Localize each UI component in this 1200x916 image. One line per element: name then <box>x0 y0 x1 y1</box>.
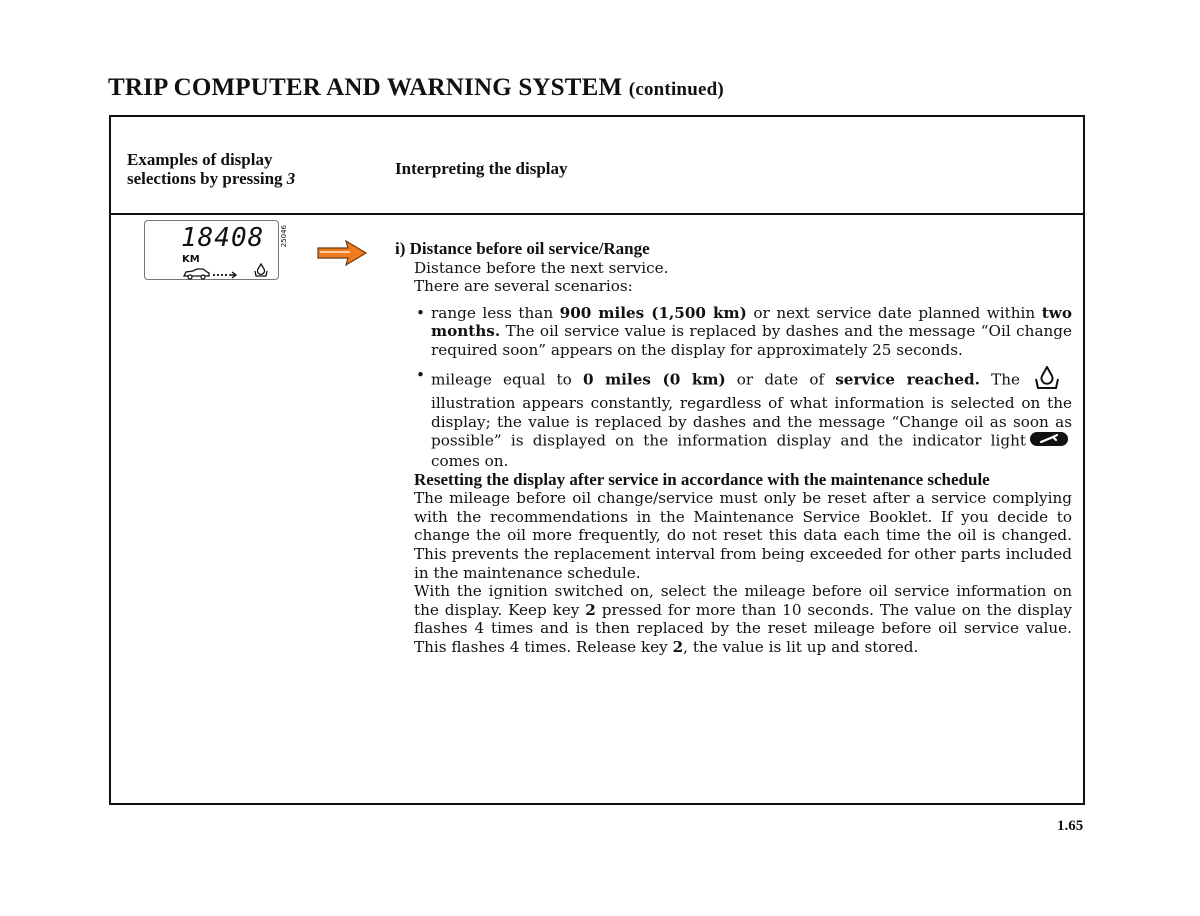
car-icon <box>183 265 239 284</box>
display-value: 18408 <box>181 223 265 253</box>
reset-p2-key2: 2 <box>672 637 684 656</box>
left-column-header <box>127 150 295 188</box>
bullet2-text-f: illustration appears constantly, regardless of what information is selected on the display; the value is replaced by dashes and the message “Change oil as soon as possible” is displayed on the information display and the indicator light <box>431 394 1072 450</box>
page-title-suffix: (continued) <box>628 79 724 100</box>
dotted-arrow-icon <box>213 272 236 278</box>
content-table <box>109 115 1085 805</box>
left-header-line1: Examples of display <box>127 150 273 169</box>
right-column-header: Interpreting the display <box>395 159 568 178</box>
section-content <box>395 240 1072 656</box>
reset-p2-key1: 2 <box>585 600 596 619</box>
reset-p2-text-c: , the value is lit up and stored. <box>683 637 919 656</box>
bullet1-text-c: or next service date planned within <box>746 303 1042 322</box>
list-item <box>414 304 1072 360</box>
list-item <box>414 366 1072 471</box>
bullet1-bold-distance: 900 miles (1,500 km) <box>559 303 747 322</box>
bullet1-text-a: range less than <box>431 303 560 322</box>
display-illustration <box>144 220 279 280</box>
bullet1-text-e: The oil service value is replaced by dashes and the message “Oil change required soon” appears on the display for approximately 25 seconds. <box>431 322 1072 359</box>
bullet2-bold-distance: 0 miles (0 km) <box>582 369 726 388</box>
bullet2-text-g: comes on. <box>431 451 509 470</box>
figure-reference: 25046 <box>280 225 288 248</box>
reset-paragraph-1: The mileage before oil change/service must only be reset after a service complying with the recommendations in the Maintenance Service Booklet. If you decide to change the oil more frequently, do not reset this data each time the oil is changed. This prevents the replacement interval from being exceeded for other parts included in the maintenance schedule. <box>414 489 1072 582</box>
section-intro-2: There are several scenarios: <box>414 277 633 296</box>
bullet2-text-c: or date of <box>725 369 836 388</box>
page-number: 1.65 <box>1057 818 1084 834</box>
reset-p2-text-a: With the ignition switched on, select the mileage before oil service information on the display. Keep key <box>414 582 1072 619</box>
wrench-indicator-icon <box>1029 431 1069 452</box>
bullet2-bold-service: service reached. <box>835 369 980 388</box>
reset-title: Resetting the display after service in accordance with the maintenance schedule <box>414 469 990 489</box>
page-title <box>108 74 724 102</box>
header-divider <box>111 213 1083 215</box>
oil-can-icon <box>1034 366 1060 395</box>
bullet2-text-e: The <box>979 369 1020 388</box>
section-title: i) Distance before oil service/Range <box>395 239 650 258</box>
orange-arrow-icon <box>316 238 368 272</box>
left-header-key: 3 <box>286 169 296 188</box>
page-title-main: TRIP COMPUTER AND WARNING SYSTEM <box>108 74 623 101</box>
display-unit: KM <box>182 254 200 265</box>
bullet2-text-a: mileage equal to <box>431 369 583 388</box>
section-intro-1: Distance before the next service. <box>414 258 669 277</box>
reset-paragraph-2 <box>395 582 1072 656</box>
oil-can-icon <box>254 262 268 281</box>
bullet1-bold-months: two months. <box>431 303 1072 341</box>
reset-p2-text-b: pressed for more than 10 seconds. The value on the display flashes 4 times and is then replaced by the reset mileage before oil service value. This flashes 4 times. Release key <box>414 600 1072 656</box>
left-header-line2: selections by pressing <box>127 169 283 188</box>
scenario-list <box>414 304 1072 471</box>
